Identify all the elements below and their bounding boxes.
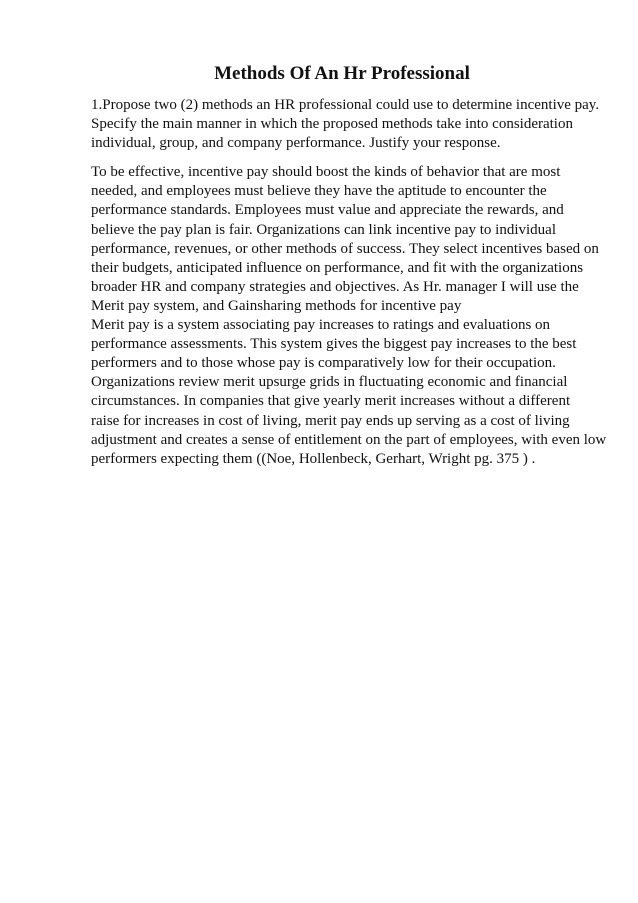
answer-line: performance standards. Employees must value and appreciate the rewards, and [91, 202, 564, 219]
document-body [91, 96, 611, 469]
question-line: Specify the main manner in which the proposed methods take into consideration [91, 116, 573, 133]
question-paragraph [91, 96, 611, 153]
answer-line: To be effective, incentive pay should boost the kinds of behavior that are most [91, 164, 561, 181]
answer-line: Organizations review merit upsurge grids in fluctuating economic and financial [91, 374, 568, 391]
paragraph-gap [91, 153, 611, 163]
answer-paragraph [91, 163, 611, 469]
answer-line: raise for increases in cost of living, merit pay ends up serving as a cost of living [91, 412, 570, 429]
answer-line: performers and to those whose pay is comparatively low for their occupation. [91, 355, 556, 372]
question-line: 1.Propose two (2) methods an HR professional could use to determine incentive pay. [91, 97, 600, 113]
answer-line: Merit pay is a system associating pay increases to ratings and evaluations on [91, 317, 551, 334]
answer-line: performance assessments. This system gives the biggest pay increases to the best [91, 336, 577, 353]
answer-line: Merit pay system, and Gainsharing methods for incentive pay [91, 297, 462, 314]
answer-line: believe the pay plan is fair. Organizations can link incentive pay to individual [91, 221, 557, 238]
answer-line: circumstances. In companies that give yearly merit increases without a different [91, 393, 571, 410]
answer-line: broader HR and company strategies and objectives. As Hr. manager I will use the [91, 278, 579, 295]
answer-line: adjustment and creates a sense of entitlement on the part of employees, with even low [91, 431, 607, 448]
answer-line: their budgets, anticipated influence on performance, and fit with the organizations [91, 259, 584, 276]
answer-line: performance, revenues, or other methods of success. They select incentives based on [91, 240, 599, 257]
question-line: individual, group, and company performance. Justify your response. [91, 135, 501, 152]
answer-line: needed, and employees must believe they have the aptitude to encounter the [91, 183, 547, 200]
answer-line: performers expecting them ((Noe, Hollenbeck, Gerhart, Wright pg. 375 ) . [91, 450, 536, 467]
document-title: Methods Of An Hr Professional [214, 63, 470, 84]
